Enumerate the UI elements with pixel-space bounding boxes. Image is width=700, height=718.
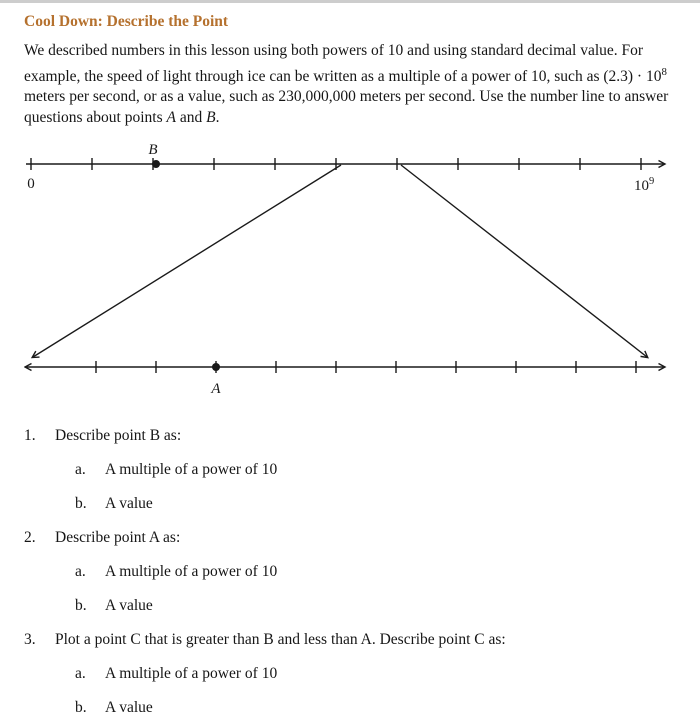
axis-max-exponent: 9 [649, 176, 655, 188]
axis-max-label [634, 176, 654, 194]
intro-text-4: . [215, 108, 220, 126]
question-2-sub-a-text: A multiple of a power of 10 [105, 563, 278, 581]
exponent-8: 8 [661, 65, 667, 78]
worksheet-page [0, 3, 700, 718]
question-1-sub-a [24, 459, 678, 480]
question-1-text: Describe point B as: [55, 427, 182, 445]
zoom-line-left [33, 165, 341, 357]
question-3-text: Plot a point C that is greater than B and less than A. Describe point C as: [55, 631, 506, 649]
point-b-reference: B [206, 108, 216, 126]
question-3-sub-b-text: A value [105, 699, 153, 717]
point-a-dot [212, 363, 220, 371]
origin-label: 0 [27, 176, 35, 193]
point-a-reference: A [166, 108, 176, 126]
question-2-sub-b [24, 595, 678, 616]
number-line-svg [24, 142, 678, 404]
intro-text-2: meters per second, or as a value, such as 230,000,000 meters per second. Use the number line to answer questions about points [24, 88, 669, 126]
axis-max-base: 10 [634, 178, 649, 195]
question-1-sub-b [24, 493, 678, 514]
question-3-number: 3. [24, 631, 36, 649]
question-2 [24, 527, 678, 548]
question-3-sub-b-letter: b. [75, 699, 87, 717]
question-2-sub-a-letter: a. [75, 563, 86, 581]
intro-text-3: and [175, 108, 207, 126]
question-1-sub-a-letter: a. [75, 461, 86, 479]
question-1-number: 1. [24, 427, 36, 445]
number-line-diagram [24, 142, 678, 409]
intro-text-1: We described numbers in this lesson using both powers of 10 and using standard decimal value. For example, the speed of light through ice can be written as a multiple of a power of 10, such as (2.3) · 10 [24, 42, 662, 85]
question-1-sub-b-letter: b. [75, 495, 87, 513]
question-3-sub-a-text: A multiple of a power of 10 [105, 665, 278, 683]
question-2-text: Describe point A as: [55, 529, 181, 547]
question-1 [24, 425, 678, 446]
question-3 [24, 629, 678, 650]
page-title: Cool Down: Describe the Point [24, 13, 229, 30]
question-1-sub-b-text: A value [105, 495, 153, 513]
question-3-sub-b [24, 697, 678, 718]
question-3-sub-a-letter: a. [75, 665, 86, 683]
question-2-number: 2. [24, 529, 36, 547]
question-3-sub-a [24, 663, 678, 684]
point-b-label: B [148, 142, 158, 159]
point-b-dot [152, 160, 160, 168]
question-2-sub-b-letter: b. [75, 597, 87, 615]
zoom-line-right [401, 165, 647, 357]
intro-paragraph [24, 41, 679, 128]
point-a-label: A [211, 381, 221, 398]
question-2-sub-b-text: A value [105, 597, 153, 615]
question-1-sub-a-text: A multiple of a power of 10 [105, 461, 278, 479]
question-2-sub-a [24, 561, 678, 582]
